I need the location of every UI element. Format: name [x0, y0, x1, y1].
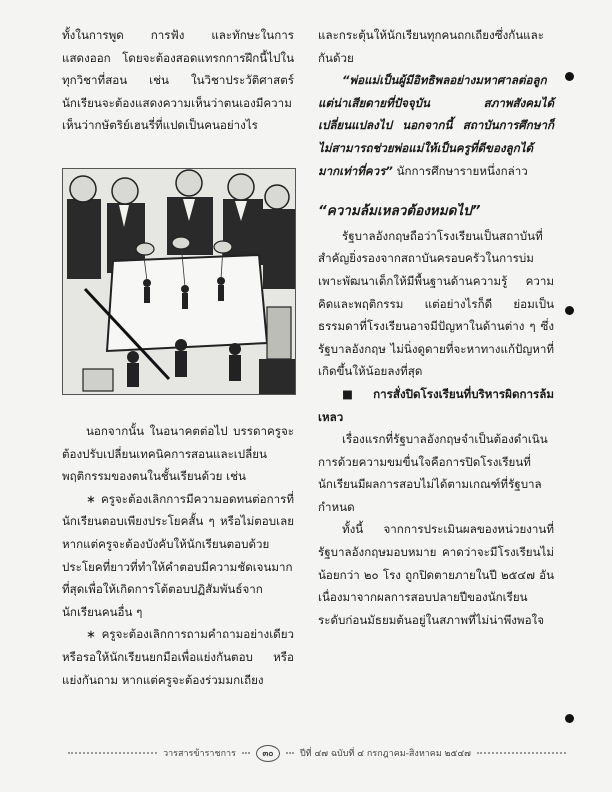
paragraph: ทั้งในการพูด การฟัง และทักษะในการแสดงออก โดยจะต้องสอดแทรกการฝึกนี้ไปในทุกวิชาที่สอน เช่น ในวิชาประวัติศาสตร์ นักเรียนจะต้องแสดงความเห็นว่าตนเองมีความเห็นว่ากษัตริย์เฮนรี่ที่แปดเป็นคนอย่างไร: [62, 28, 294, 133]
list-item: ∗ ครูจะต้องเลิกการถามคำถามอย่างเดียว หรือรอให้นักเรียนยกมือเพื่อแย่งกันตอบ หรือแย่งกันถาม หากแต่ครูจะต้องร่วมมกเถียง: [62, 627, 294, 687]
paragraph: รัฐบาลอังกฤษถือว่าโรงเรียนเป็นสถาบันที่สำคัญยิ่งรองจากสถาบันครอบครัวในการบ่มเพาะพัฒนาเด็กให้มีพื้นฐานด้านความรู้ ความคิดและพฤติกรรม แต่อย่างไรก็ดี ย่อมเป็นธรรมดาที่โรงเรียนอาจมีปัญหาในด้านต่าง ๆ ซึ่งรัฐบาลอังกฤษ ไม่นิ่งดูดายที่จะหาทางแก้ปัญหาที่เกิดขึ้นให้น้อยลงที่สุด: [318, 228, 554, 379]
quote-block: [318, 69, 554, 182]
footer-rule: [68, 752, 157, 754]
cartoon-drawing: [63, 169, 295, 394]
footer-rule: [242, 752, 250, 754]
quote-text: “พ่อแม่เป็นผู้มีอิทธิพลอย่างมหาศาลต่อลูก แต่น่าเสียดายที่ปัจจุบัน สภาพสังคมได้เปลี่ยนแปลงไป นอกจากนี้ สถาบันการศึกษาก็ไม่สามารถช่วยพ่อแม่ให้เป็นครูที่ดีของลูกได้มากเท่าที่ควร”: [318, 73, 554, 178]
cartoon-illustration: [62, 168, 296, 395]
issue-info: ปีที่ ๔๗ ฉบับที่ ๔ กรกฎาคม-สิงหาคม ๒๕๔๗: [299, 749, 471, 759]
paragraph: เรื่องแรกที่รัฐบาลอังกฤษจำเป็นต้องดำเนินการด้วยความขมขื่นใจคือการปิดโรงเรียนที่นักเรียนมีผลการสอบไม่ได้ตามเกณฑ์ที่รัฐบาลกำหนด: [318, 432, 548, 514]
left-column-bottom: [62, 420, 294, 691]
section-heading: “ความล้มเหลวต้องหมดไป”: [318, 203, 481, 220]
list-item: ∗ ครูจะต้องเลิกการมีความอดทนต่อการที่นักเรียนตอบเพียงประโยคสั้น ๆ หรือไม่ตอบเลย หากแต่ครูจะต้องบังคับให้นักเรียนตอบด้วยประโยคที่ยาวที่ทำให้คำตอบมีความชัดเจนมากที่สุดเพื่อให้เกิดการโต้ตอบปฏิสัมพันธ์จากนักเรียนคนอื่น ๆ: [62, 491, 294, 619]
left-column-top: [62, 24, 294, 137]
margin-dot-icon: [565, 714, 574, 723]
paragraph: ทั้งนี้ จากการประเมินผลของหน่วยงานที่รัฐบาลอังกฤษมอบหมาย คาดว่าจะมีโรงเรียนไม่น้อยกว่า ๒๐ โรง ถูกปิดตายภายในปี ๒๕๔๗ อันเนื่องมาจากผลการสอบปลายปีของนักเรียนระดับก่อนมัธยมต้นอยู่ในสภาพที่ไม่น่าพึงพอใจ: [318, 522, 554, 627]
quote-attribution: นักการศึกษารายหนึ่งกล่าว: [392, 163, 528, 178]
page-number: ๓๐: [256, 745, 280, 762]
footer-rule: [477, 752, 566, 754]
page-footer: [62, 742, 572, 764]
footer-rule: [286, 752, 294, 754]
journal-name: วารสารข้าราชการ: [163, 749, 236, 759]
sub-heading: ■ การสั่งปิดโรงเรียนที่บริหารผิดการล้มเหลว: [318, 386, 554, 424]
right-column: [318, 24, 554, 631]
margin-dot-icon: [565, 72, 574, 81]
paragraph: นอกจากนั้น ในอนาคตต่อไป บรรดาครูจะต้องปรับเปลี่ยนเทคนิคการสอนและเปลี่ยนพฤติกรรมของตนในชั้นเรียนด้วย เช่น: [62, 424, 294, 484]
margin-dot-icon: [565, 306, 574, 315]
paragraph: และกระตุ้นให้นักเรียนทุกคนถกเถียงซึ่งกันและกันด้วย: [318, 28, 544, 65]
